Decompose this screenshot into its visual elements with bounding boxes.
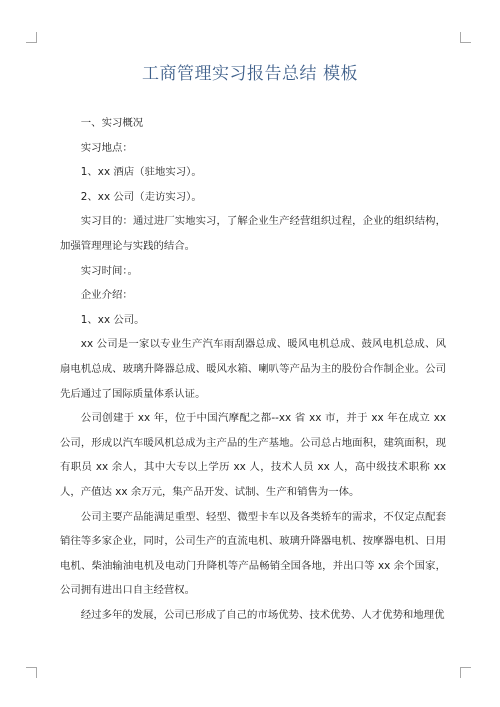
paragraph: 2、xx 公司（走访实习）。 bbox=[80, 190, 202, 203]
paragraph: xx 公司是一家以专业生产汽车雨刮器总成、暖风电机总成、鼓风电机总成、风扇电机总成、玻璃升降器总成、暖风水箱、喇叭等产品为主的股份合作制企业。公司先后通过了国际质量体系认证。 bbox=[60, 338, 446, 400]
document-title: 工商管理实习报告总结 模板 bbox=[142, 64, 358, 84]
paragraph: 公司创建于 xx 年，位于中国汽摩配之都--xx 省 xx 市，并于 xx 年在成立 xx 公司，形成以汽车暖风机总成为主产品的生产基地。公司总占地面积，建筑面积，现有职员 xx 余人，其中大专以上学历 xx 人，技术人员 xx 人，高中级技术职称 xx 人，产值达 xx 余万元，集产品开发、试制、生产和销售为一体。 bbox=[60, 412, 446, 498]
paragraph: 1、xx 公司。 bbox=[80, 313, 145, 326]
paragraph: 企业介绍： bbox=[80, 289, 133, 302]
page-corner-mark-top-left bbox=[26, 32, 37, 43]
paragraph: 1、xx 酒店（驻地实习）。 bbox=[80, 166, 202, 179]
paragraph: 实习目的：通过进厂实地实习，了解企业生产经营组织过程，企业的组织结构，加强管理理论与实践的结合。 bbox=[60, 215, 446, 252]
page-corner-mark-bottom-right bbox=[460, 667, 471, 678]
page-corner-mark-top-right bbox=[460, 32, 471, 43]
paragraph: 公司主要产品能满足重型、轻型、微型卡车以及各类轿车的需求，不仅定点配套销往等多家企业，同时，公司生产的直流电机、玻璃升降器电机、按摩器电机、日用电机、柴油输油电机及电动门升降机等产品畅销全国各地，并出口等 xx 余个国家，公司拥有进出口自主经营权。 bbox=[60, 510, 446, 597]
section-heading: 一、实习概况 bbox=[80, 117, 144, 129]
page-corner-mark-bottom-left bbox=[26, 667, 37, 678]
paragraph: 实习地点： bbox=[80, 141, 133, 154]
document-body bbox=[60, 111, 446, 627]
paragraph: 实习时间：。 bbox=[80, 264, 138, 277]
paragraph: 经过多年的发展，公司已形成了自己的市场优势、技术优势、人才优势和地理优 bbox=[80, 608, 445, 621]
